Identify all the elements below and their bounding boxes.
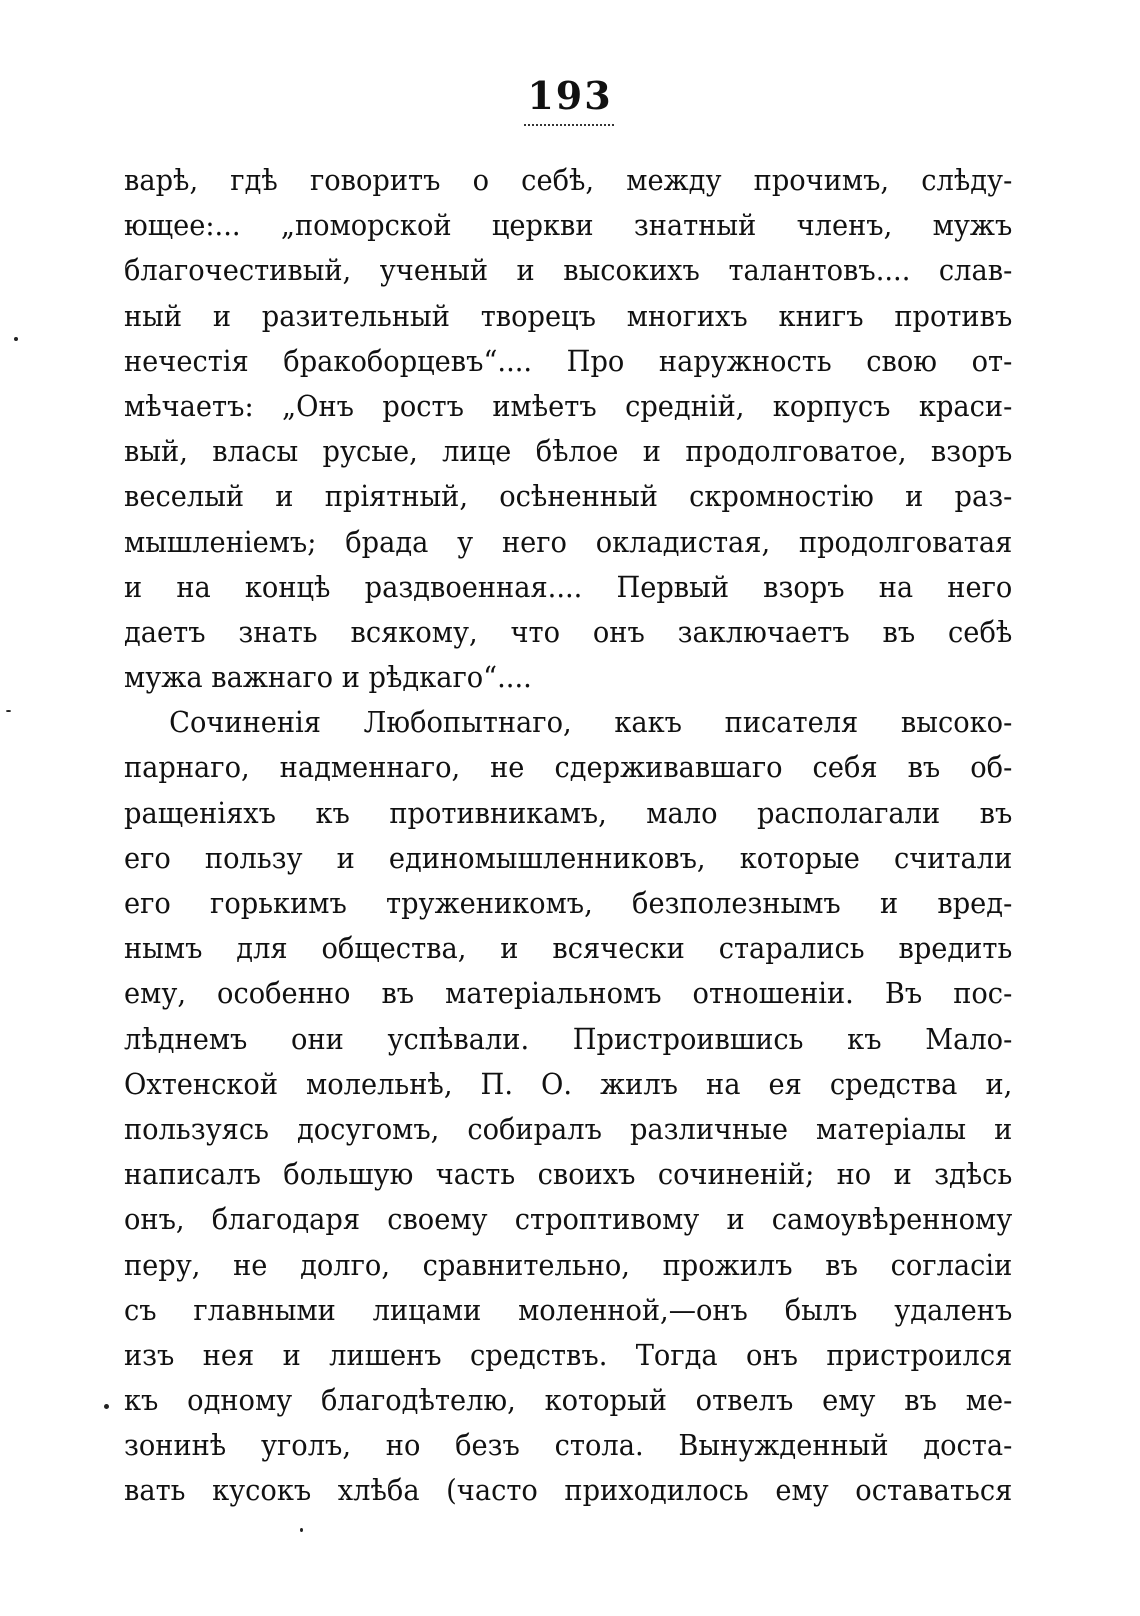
text-line: къ одному благодѣтелю, который отвелъ ему въ ме-	[124, 1383, 1013, 1418]
text-line: ращеніяхъ къ противникамъ, мало располагали въ	[124, 795, 1013, 830]
page-number-rule	[524, 124, 614, 126]
text-line: благочестивый, ученый и высокихъ талантовъ.... слав-	[124, 253, 1013, 288]
text-line: мѣчаетъ: „Онъ ростъ имѣетъ средній, корпусъ краси-	[124, 388, 1013, 423]
text-line: съ главными лицами моленной,—онъ былъ удаленъ	[124, 1292, 1013, 1327]
text-line: Охтенской молельнѣ, П. О. жилъ на ея средства и,	[124, 1066, 1013, 1101]
text-line: ный и разительный творецъ многихъ книгъ противъ	[124, 298, 1013, 333]
margin-speck	[6, 710, 11, 712]
text-line: пользуясь досугомъ, собиралъ различные матеріалы и	[124, 1111, 1013, 1146]
text-line: онъ, благодаря своему строптивому и самоувѣренному	[124, 1202, 1013, 1237]
text-line: нымъ для общества, и всячески старались вредить	[124, 931, 1013, 966]
text-line: даетъ знать всякому, что онъ заключаетъ въ себѣ	[124, 614, 1013, 649]
text-line: лѣднемъ они успѣвали. Пристроившись къ Мало-	[124, 1021, 1013, 1056]
text-line: мышленіемъ; брада у него окладистая, продолговатая	[124, 524, 1013, 559]
text-line: Сочиненія Любопытнаго, какъ писателя высоко-	[169, 705, 1013, 740]
text-line: вый, власы русые, лице бѣлое и продолговатое, взоръ	[124, 434, 1013, 469]
margin-speck	[14, 337, 18, 341]
page-number: 193	[527, 73, 613, 118]
text-line: вать кусокъ хлѣба (часто приходилось ему оставаться	[124, 1473, 1013, 1508]
text-line: мужа важнаго и рѣдкаго“....	[124, 660, 532, 695]
text-line: нечестія бракоборцевъ“.... Про наружность свою от-	[124, 343, 1013, 378]
margin-speck	[300, 1528, 303, 1532]
text-line: перу, не долго, сравнительно, прожилъ въ согласіи	[124, 1247, 1013, 1282]
text-line: веселый и пріятный, осѣненный скромностію и раз-	[124, 479, 1013, 514]
text-line: написалъ большую часть своихъ сочиненій; но и здѣсь	[124, 1157, 1013, 1192]
margin-speck	[104, 1404, 109, 1409]
text-line: зонинѣ уголъ, но безъ стола. Вынужденный доста-	[124, 1428, 1013, 1463]
text-line: парнаго, надменнаго, не сдерживавшаго себя въ об-	[124, 750, 1013, 785]
body-text	[124, 158, 1012, 1514]
text-line: и на концѣ раздвоенная.... Первый взоръ на него	[124, 569, 1013, 604]
text-line: его пользу и единомышленниковъ, которые считали	[124, 840, 1013, 875]
text-line: изъ нея и лишенъ средствъ. Тогда онъ пристроился	[124, 1337, 1013, 1372]
text-line: ющее:... „поморской церкви знатный членъ, мужъ	[124, 208, 1013, 243]
text-line: варѣ, гдѣ говоритъ о себѣ, между прочимъ, слѣду-	[124, 163, 1013, 197]
text-line: ему, особенно въ матеріальномъ отношеніи. Въ пос-	[124, 976, 1013, 1011]
text-line: его горькимъ труженикомъ, безполезнымъ и вред-	[124, 886, 1013, 920]
